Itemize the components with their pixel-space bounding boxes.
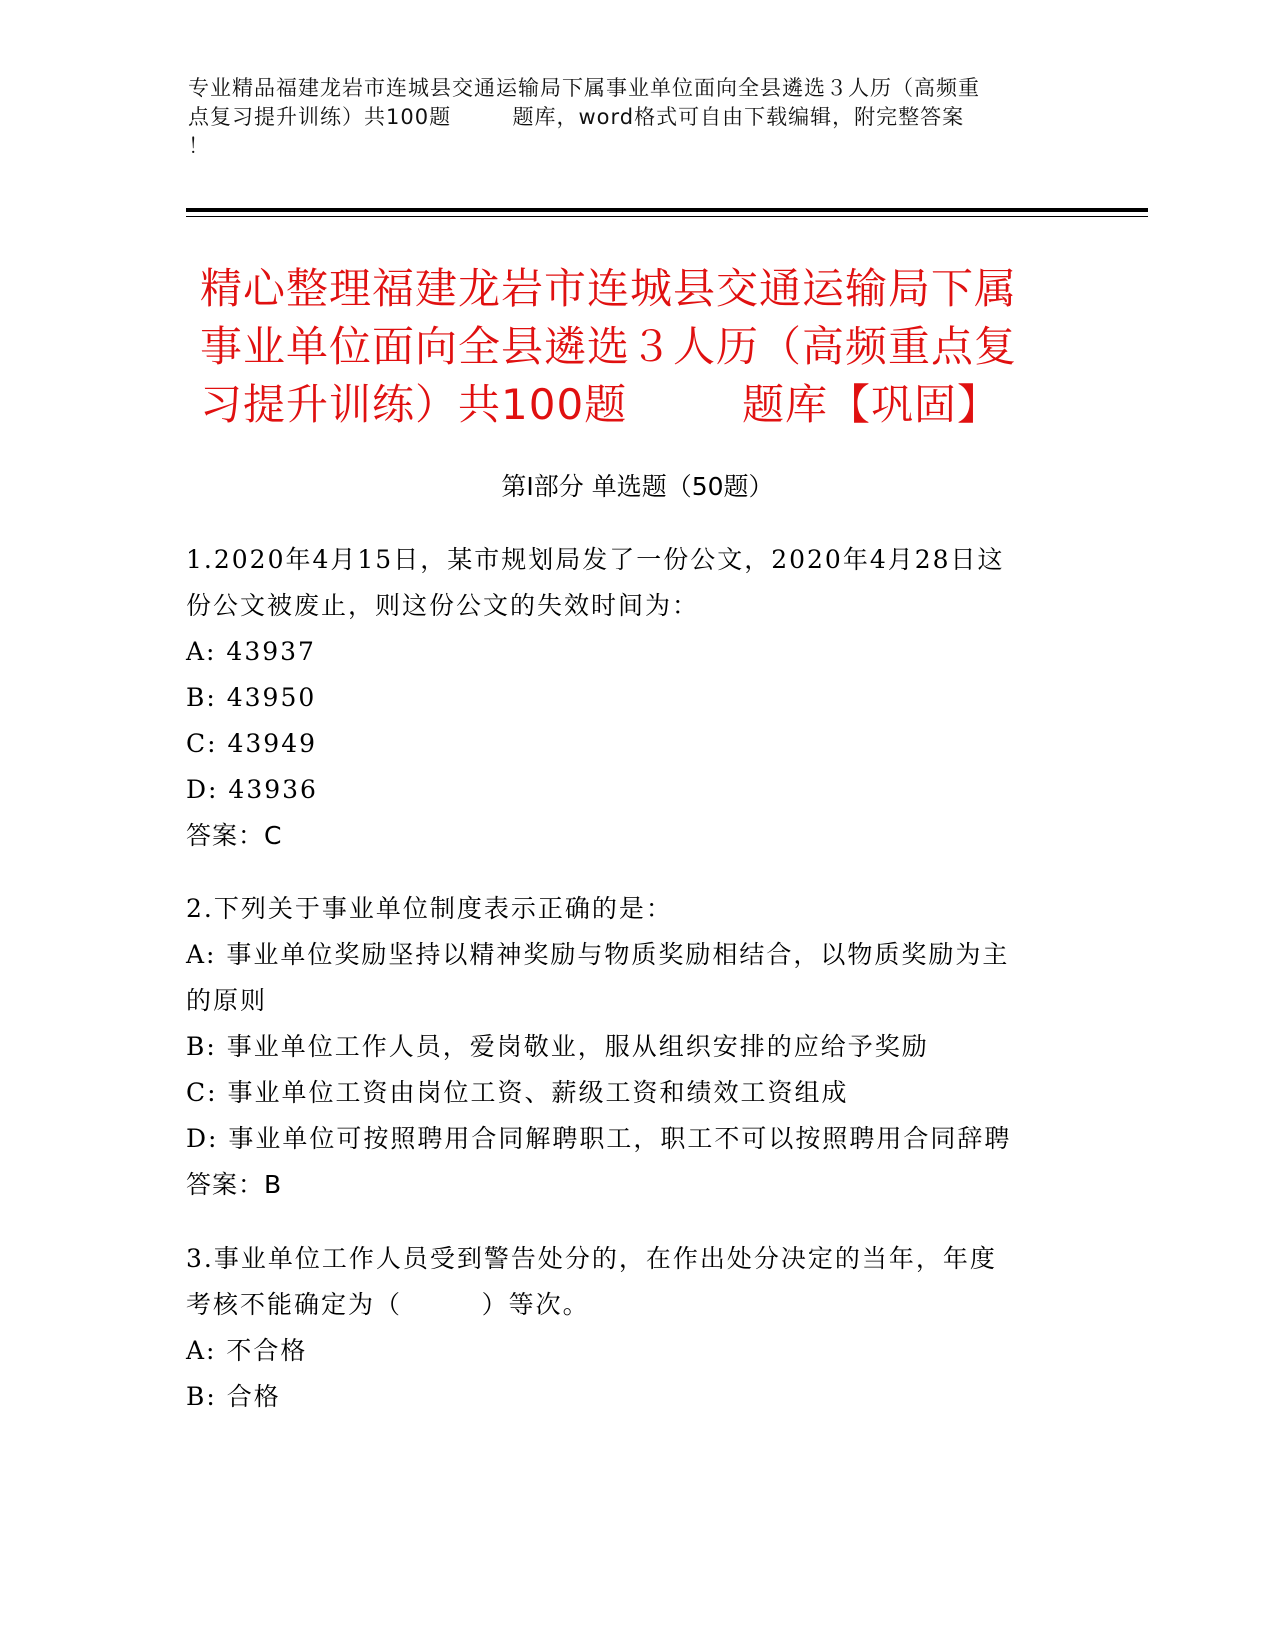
question-1 bbox=[186, 537, 1086, 859]
header-divider-thin bbox=[186, 216, 1148, 217]
title-line: 精心整理福建龙岩市连城县交通运输局下属 bbox=[200, 264, 1018, 313]
answer-line: 答案：B bbox=[186, 1170, 283, 1199]
option-c: C: 43949 bbox=[186, 729, 318, 758]
option-b: B: 43950 bbox=[186, 683, 317, 712]
question-stem-line: 1.2020年4月15日，某市规划局发了一份公文，2020年4月28日这 bbox=[186, 545, 1005, 574]
option-a: A: 43937 bbox=[186, 637, 316, 666]
document-header bbox=[188, 74, 1088, 161]
title-line: 事业单位面向全县遴选３人历（高频重点复 bbox=[200, 322, 1018, 371]
answer-line: 答案：C bbox=[186, 821, 283, 850]
question-stem-line: 2.下列关于事业单位制度表示正确的是： bbox=[186, 894, 673, 923]
question-stem-line: 份公文被废止，则这份公文的失效时间为： bbox=[186, 591, 700, 620]
question-stem-line: 3.事业单位工作人员受到警告处分的，在作出处分决定的当年，年度 bbox=[186, 1244, 997, 1273]
header-line: 专业精品福建龙岩市连城县交通运输局下属事业单位面向全县遴选３人历（高频重 bbox=[188, 76, 980, 100]
question-3 bbox=[186, 1236, 1086, 1420]
header-line: 点复习提升训练）共100题 题库，word格式可自由下载编辑，附完整答案 bbox=[188, 105, 965, 129]
option-b: B: 合格 bbox=[186, 1382, 281, 1411]
header-line: ！ bbox=[188, 134, 210, 158]
option-a-continued: 的原则 bbox=[186, 986, 268, 1015]
question-2 bbox=[186, 886, 1086, 1208]
question-stem-line: 考核不能确定为（ ）等次。 bbox=[186, 1290, 590, 1319]
option-d: D: 43936 bbox=[186, 775, 318, 804]
option-a: A: 事业单位奖励坚持以精神奖励与物质奖励相结合，以物质奖励为主 bbox=[186, 940, 1010, 969]
option-b: B: 事业单位工作人员，爱岗敬业，服从组织安排的应给予奖励 bbox=[186, 1032, 929, 1061]
option-a: A: 不合格 bbox=[186, 1336, 308, 1365]
option-d: D: 事业单位可按照聘用合同解聘职工，职工不可以按照聘用合同辞聘 bbox=[186, 1124, 1012, 1153]
section-heading: 第Ⅰ部分 单选题（50题） bbox=[501, 472, 774, 501]
document-title bbox=[200, 260, 1080, 434]
title-line: 习提升训练）共100题 题库【巩固】 bbox=[200, 380, 1000, 429]
option-c: C: 事业单位工资由岗位工资、薪级工资和绩效工资组成 bbox=[186, 1078, 849, 1107]
header-divider-thick bbox=[186, 208, 1148, 212]
